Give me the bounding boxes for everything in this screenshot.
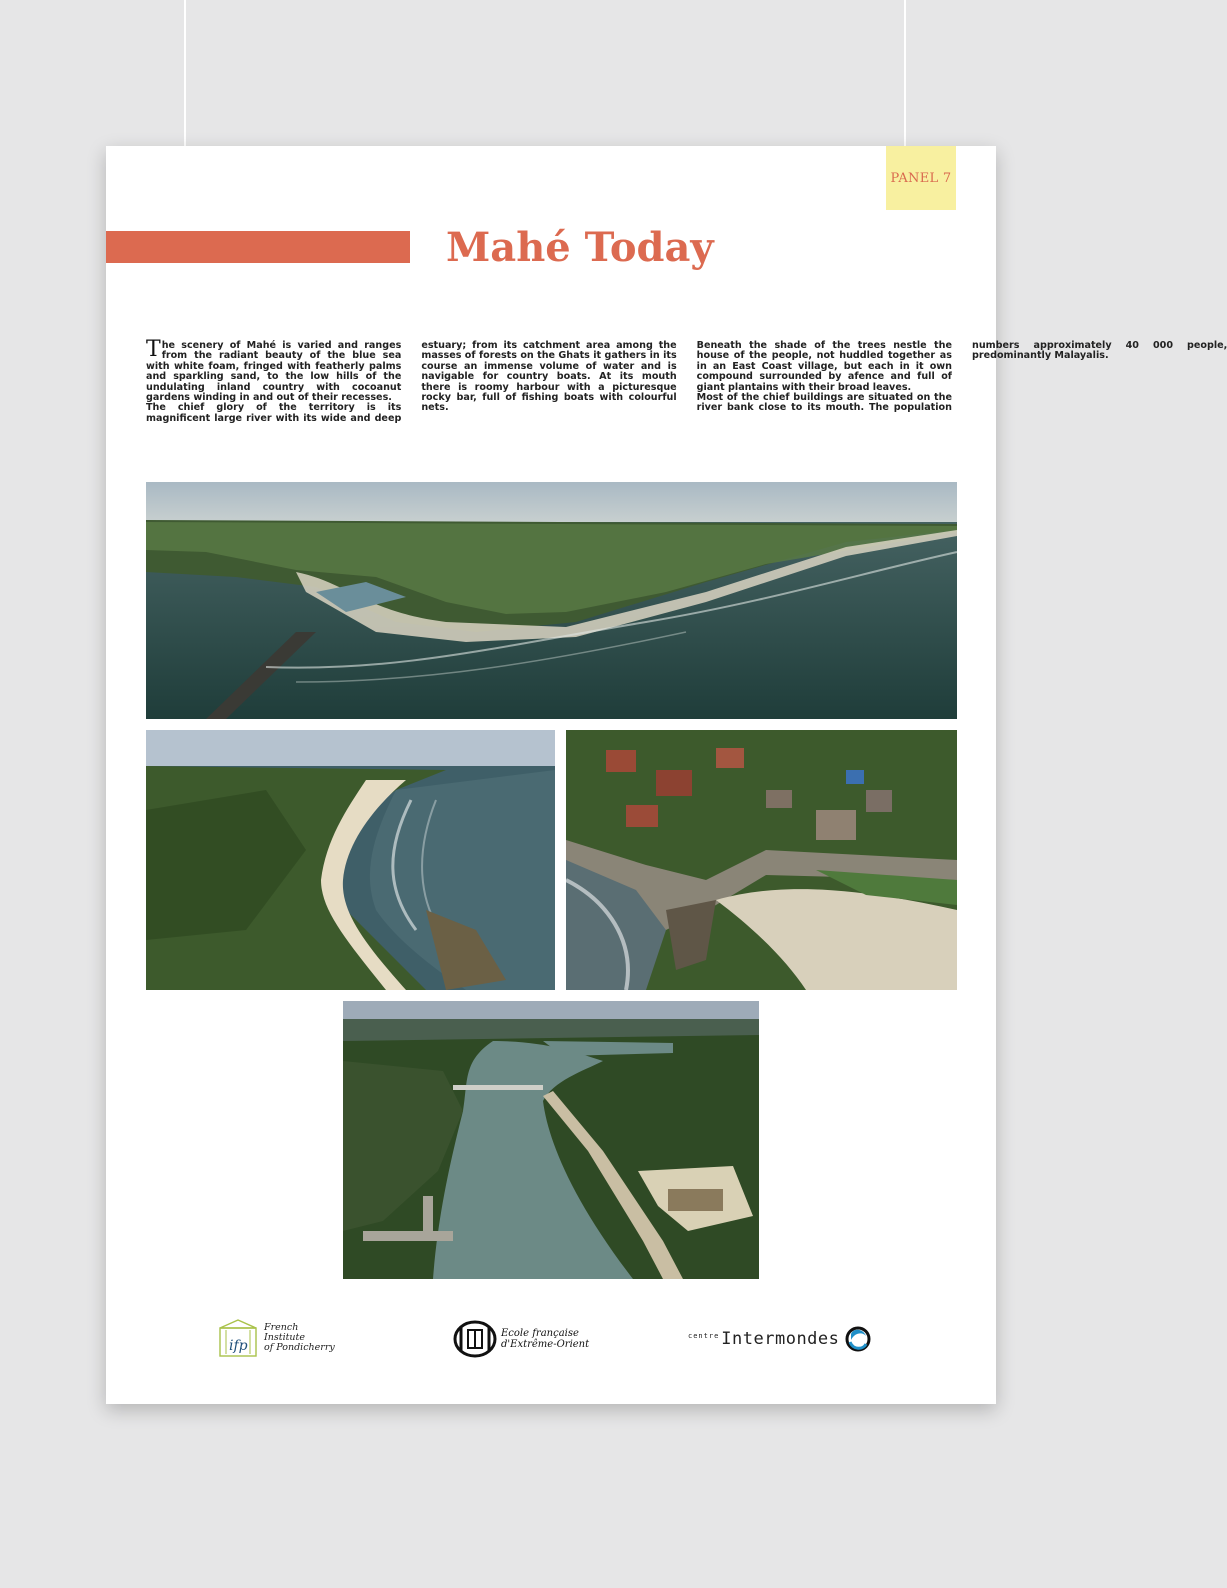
intermondes-logo xyxy=(688,1324,873,1354)
intro-paragraph: The chief glory of the territory is its magnificent large river with its wide and deep estuary; from its catchment area among the masses of forests on the Ghats it gathers in its course an immense volume of water and is navigable for country boats. At its mouth there is roomy harbour with a picturesque rocky bar, full of fishing boats with colourful nets. xyxy=(146,340,677,424)
intermondes-circle-icon xyxy=(843,1324,873,1354)
title-accent-bar xyxy=(106,231,410,263)
intro-paragraph: Beneath the shade of the trees nestle the house of the people, not huddled together as in an East Coast village, but each in it own compound surrounded by afence and full of giant plantains with their broad leaves. xyxy=(696,340,952,393)
ifp-logo xyxy=(216,1318,335,1358)
intro-text-columns xyxy=(146,337,1227,433)
aerial-river-harbour-photo xyxy=(343,1001,759,1279)
panel-number-tag: PANEL 7 xyxy=(886,146,956,210)
panel-title: Mahé Today xyxy=(446,224,714,271)
aerial-beach-photo xyxy=(146,730,555,990)
ifp-building-icon xyxy=(216,1318,260,1358)
intro-paragraph: Most of the chief buildings are situated on the river bank close to its mouth. The population numbers approximately 40 000 people, predominantly Malayalis. xyxy=(696,340,1227,414)
efeo-name: Ecole française d'Extrême-Orient xyxy=(501,1328,590,1350)
efeo-logo xyxy=(453,1320,589,1358)
exhibition-panel xyxy=(106,146,1227,1404)
drop-cap: T xyxy=(146,337,161,362)
hanging-wire-left xyxy=(184,0,186,148)
aerial-village-shore-photo xyxy=(566,730,957,990)
intermondes-centre-label: centre xyxy=(688,1332,720,1340)
ifp-name: French Institute of Pondicherry xyxy=(264,1322,335,1353)
partner-logos xyxy=(106,1314,996,1364)
intro-paragraph: The scenery of Mahé is varied and ranges from the radiant beauty of the blue sea with white foam, fringed with featherly palms and sparkling sand, to the low hills of the undulating inland country with cocoanut gardens winding in and out of their recesses. xyxy=(146,337,402,404)
aerial-coast-panorama-photo xyxy=(146,482,957,719)
hanging-wire-right xyxy=(904,0,906,148)
efeo-emblem-icon xyxy=(453,1320,497,1358)
intermondes-name: Intermondes xyxy=(721,1329,840,1349)
ifp-mark-text: ifp xyxy=(229,1338,248,1354)
